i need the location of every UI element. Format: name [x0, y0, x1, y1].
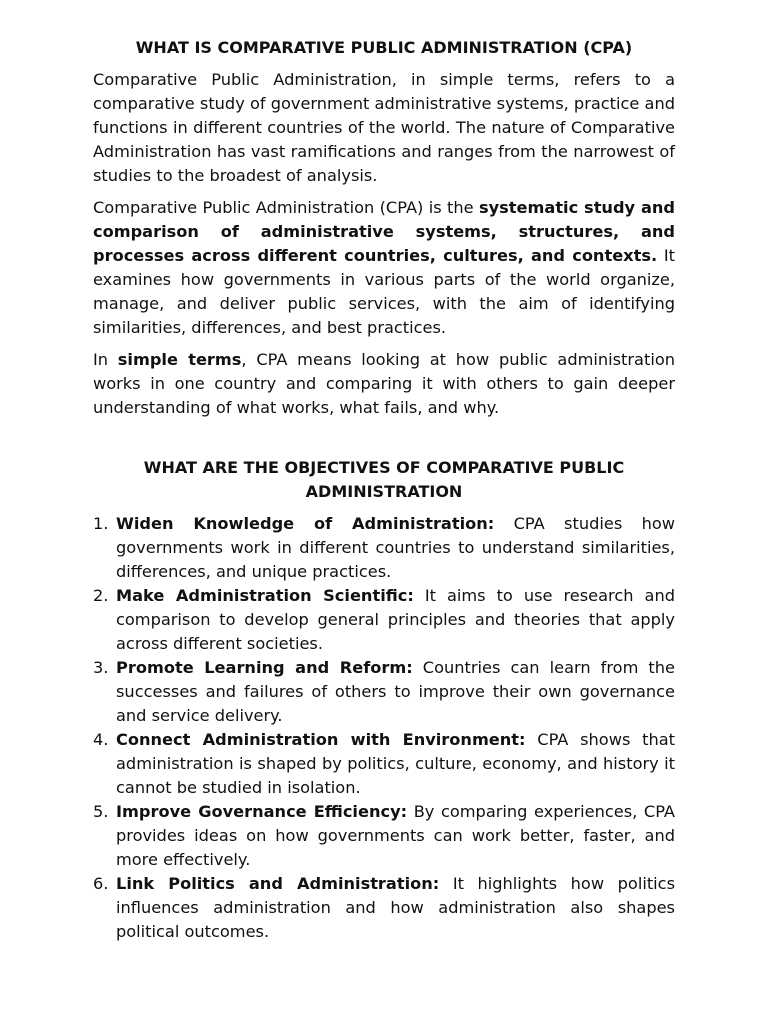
simple-terms-paragraph: [93, 348, 675, 420]
objectives-heading: WHAT ARE THE OBJECTIVES OF COMPARATIVE PUBLIC ADMINISTRATION: [143, 458, 625, 501]
list-item: [93, 728, 675, 800]
page-title: WHAT IS COMPARATIVE PUBLIC ADMINISTRATION (CPA): [135, 38, 633, 57]
list-number: 2.: [93, 586, 109, 605]
objectives-list: [93, 512, 675, 944]
list-item-text: CPA studies how governments work in different countries to understand similarities, differences, and unique practices.: [116, 514, 675, 581]
list-number: 4.: [93, 730, 109, 749]
list-item-title: Widen Knowledge of Administration:: [116, 514, 495, 533]
definition-paragraph: [93, 196, 675, 340]
definition-bold: systematic study and comparison of administrative systems, structures, and processes across different countries, cultures, and contexts.: [93, 198, 675, 265]
list-item-title: Improve Governance Efficiency:: [116, 802, 408, 821]
intro-paragraph: Comparative Public Administration, in simple terms, refers to a comparative study of government administrative systems, practice and functions in different countries of the world. The nature of Comparative Administration has vast ramifications and ranges from the narrowest of studies to the broadest of analysis.: [93, 70, 675, 185]
list-item-title: Connect Administration with Environment:: [116, 730, 526, 749]
list-item-title: Make Administration Scientific:: [116, 586, 414, 605]
list-item: [93, 584, 675, 656]
list-item: [93, 800, 675, 872]
list-number: 1.: [93, 514, 109, 533]
definition-lead: Comparative Public Administration (CPA) is the: [93, 198, 479, 217]
list-item-text: It aims to use research and comparison to develop general principles and theories that apply across different societies.: [116, 586, 675, 653]
simple-terms-bold: simple terms: [117, 350, 242, 369]
list-item: [93, 872, 675, 944]
list-item-title: Link Politics and Administration:: [116, 874, 440, 893]
list-item-text: CPA shows that administration is shaped by politics, culture, economy, and history it cannot be studied in isolation.: [116, 730, 675, 797]
list-number: 3.: [93, 658, 109, 677]
list-item-text: By comparing experiences, CPA provides ideas on how governments can work better, faster, and more effectively.: [116, 802, 675, 869]
list-item-text: Countries can learn from the successes and failures of others to improve their own governance and service delivery.: [116, 658, 675, 725]
list-item: [93, 512, 675, 584]
simple-terms-lead: In: [93, 350, 118, 369]
list-item-text: It highlights how politics influences administration and how administration also shapes political outcomes.: [116, 874, 675, 941]
simple-terms-rest: , CPA means looking at how public administration works in one country and comparing it with others to gain deeper understanding of what works, what fails, and why.: [93, 350, 675, 417]
list-item: [93, 656, 675, 728]
list-number: 5.: [93, 802, 109, 821]
definition-rest: It examines how governments in various parts of the world organize, manage, and deliver public services, with the aim of identifying similarities, differences, and best practices.: [93, 246, 675, 337]
list-item-title: Promote Learning and Reform:: [116, 658, 413, 677]
list-number: 6.: [93, 874, 109, 893]
